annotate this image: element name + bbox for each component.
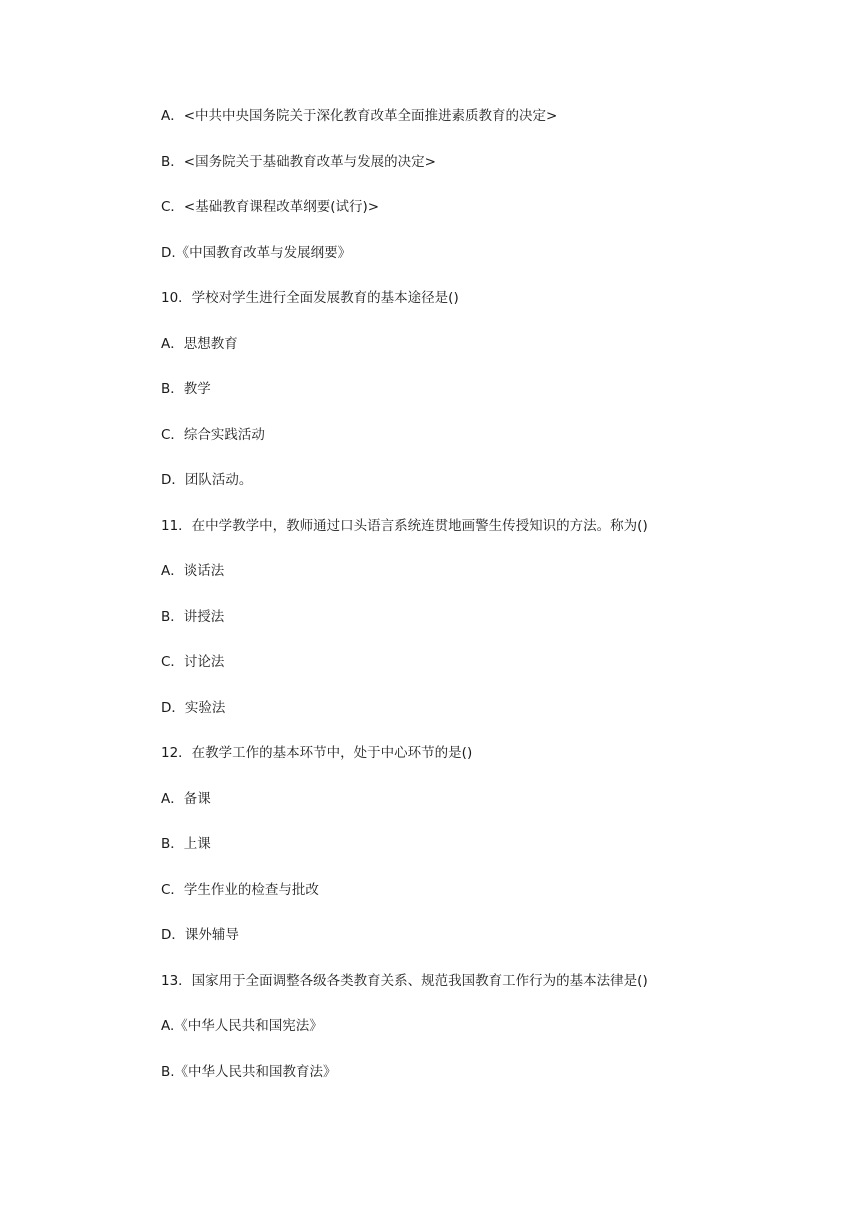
- q11-option-c: C．讨论法: [161, 654, 225, 670]
- q12-option-a: A．备课: [161, 791, 211, 807]
- question-10: 10．学校对学生进行全面发展教育的基本途径是(): [161, 290, 459, 306]
- q12-option-d: D．课外辅导: [161, 927, 239, 943]
- q12-option-c: C．学生作业的检查与批改: [161, 882, 319, 898]
- question-13: 13．国家用于全面调整各级各类教育关系、规范我国教育工作行为的基本法律是(): [161, 973, 648, 989]
- q10-option-c: C．综合实践活动: [161, 427, 265, 443]
- q9-option-d: D.《中国教育改革与发展纲要》: [161, 245, 352, 261]
- q10-option-a: A．思想教育: [161, 336, 238, 352]
- q9-option-a: A．<中共中央国务院关于深化教育改革全面推进素质教育的决定>: [161, 108, 558, 124]
- q10-option-d: D．团队活动。: [161, 472, 253, 488]
- q13-option-a: A.《中华人民共和国宪法》: [161, 1018, 323, 1034]
- q11-option-a: A．谈话法: [161, 563, 225, 579]
- q9-option-b: B．<国务院关于基础教育改革与发展的决定>: [161, 154, 436, 170]
- q10-option-b: B．教学: [161, 381, 211, 397]
- question-11: 11．在中学教学中，教师通过口头语言系统连贯地画警生传授知识的方法。称为(): [161, 518, 648, 534]
- question-12: 12．在教学工作的基本环节中，处于中心环节的是(): [161, 745, 473, 761]
- q13-option-b: B.《中华人民共和国教育法》: [161, 1064, 337, 1080]
- q11-option-b: B．讲授法: [161, 609, 225, 625]
- q12-option-b: B．上课: [161, 836, 211, 852]
- q11-option-d: D．实验法: [161, 700, 226, 716]
- q9-option-c: C．<基础教育课程改革纲要(试行)>: [161, 199, 380, 215]
